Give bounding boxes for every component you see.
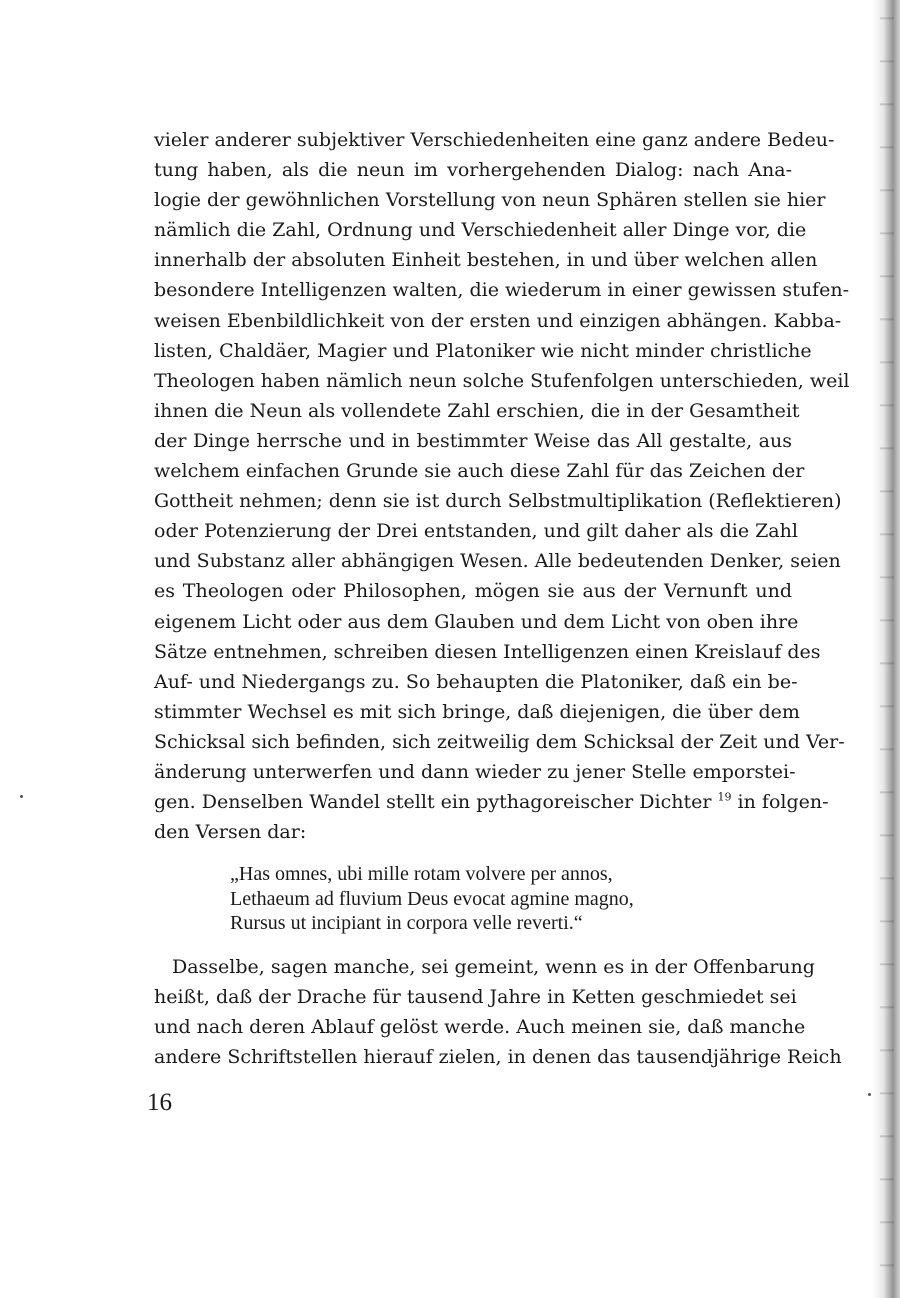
text-line: den Versen dar: (154, 821, 307, 844)
paragraph-2 (154, 952, 842, 1072)
text-line: Auf- und Niedergangs zu. So behaupten die Platoniker, daß ein be- (154, 670, 798, 693)
text-line: ihnen die Neun als vollendete Zahl erschien, die in der Gesamtheit (154, 399, 800, 422)
latin-verse-quote (230, 862, 750, 936)
text-line: innerhalb der absoluten Einheit bestehen, in und über welchen allen (154, 249, 818, 272)
text-line: Dasselbe, sagen manche, sei gemeint, wenn es in der Offenbarung (172, 956, 815, 978)
text-segment: in folgen- (731, 791, 829, 814)
text-line: eigenem Licht oder aus dem Glauben und dem Licht von oben ihre (154, 610, 799, 633)
text-line: Theologen haben nämlich neun solche Stufenfolgen unterschieden, weil (154, 369, 850, 392)
text-line: es Theologen oder Philosophen, mögen sie aus der Vernunft und (154, 580, 792, 603)
text-line: Schicksal sich befinden, sich zeitweilig dem Schicksal der Zeit und Ver- (154, 730, 845, 753)
text-line: oder Potenzierung der Drei entstanden, und gilt daher als die Zahl (154, 520, 798, 543)
text-line: Sätze entnehmen, schreiben diesen Intelligenzen einen Kreislauf des (154, 640, 821, 663)
text-line: welchem einfachen Grunde sie auch diese Zahl für das Zeichen der (154, 460, 805, 483)
verse-line: Rursus ut incipiant in corpora velle reverti.“ (230, 912, 583, 934)
text-line-with-footnote (154, 787, 829, 817)
text-line: listen, Chaldäer, Magier und Platoniker wie nicht minder christliche (154, 339, 812, 362)
text-line: nämlich die Zahl, Ordnung und Verschiedenheit aller Dinge vor, die (154, 219, 807, 242)
footnote-marker: 19 (717, 790, 732, 804)
verse-line: „Has omnes, ubi mille rotam volvere per annos, (230, 863, 613, 885)
text-line: tung haben, als die neun im vorhergehenden Dialog: nach Ana- (154, 159, 792, 182)
text-line: logie der gewöhnlichen Vorstellung von neun Sphären stellen sie hier (154, 189, 826, 212)
page-number: 16 (147, 1089, 172, 1116)
text-segment: gen. Denselben Wandel stellt ein pythagoreischer Dichter (154, 791, 712, 814)
text-line: weisen Ebenbildlichkeit von der ersten und einzigen abhängen. Kabba- (154, 309, 842, 332)
scan-edge-specks (880, 0, 894, 1298)
scan-speck (20, 795, 23, 798)
text-line: änderung unterwerfen und dann wieder zu jener Stelle emporstei- (154, 760, 796, 783)
text-line: stimmter Wechsel es mit sich bringe, daß diejenigen, die über dem (154, 700, 800, 723)
text-line: und nach deren Ablauf gelöst werde. Auch meinen sie, daß manche (154, 1016, 806, 1039)
text-line: Gottheit nehmen; denn sie ist durch Selbstmultiplikation (Reflektieren) (154, 490, 842, 513)
text-line: und Substanz aller abhängigen Wesen. Alle bedeutenden Denker, seien (154, 550, 841, 573)
text-line: vieler anderer subjektiver Verschiedenheiten eine ganz andere Bedeu- (154, 129, 835, 151)
text-line: besondere Intelligenzen walten, die wiederum in einer gewissen stufen- (154, 279, 849, 302)
text-line: andere Schriftstellen hierauf zielen, in denen das tausendjährige Reich (154, 1046, 842, 1069)
text-line: der Dinge herrsche und in bestimmter Weise das All gestalte, aus (154, 429, 792, 452)
text-line: heißt, daß der Drache für tausend Jahre in Ketten geschmiedet sei (154, 986, 797, 1009)
verse-line: Lethaeum ad fluvium Deus evocat agmine magno, (230, 887, 634, 910)
scan-speck (868, 1093, 871, 1096)
paragraph-1 (154, 125, 850, 847)
